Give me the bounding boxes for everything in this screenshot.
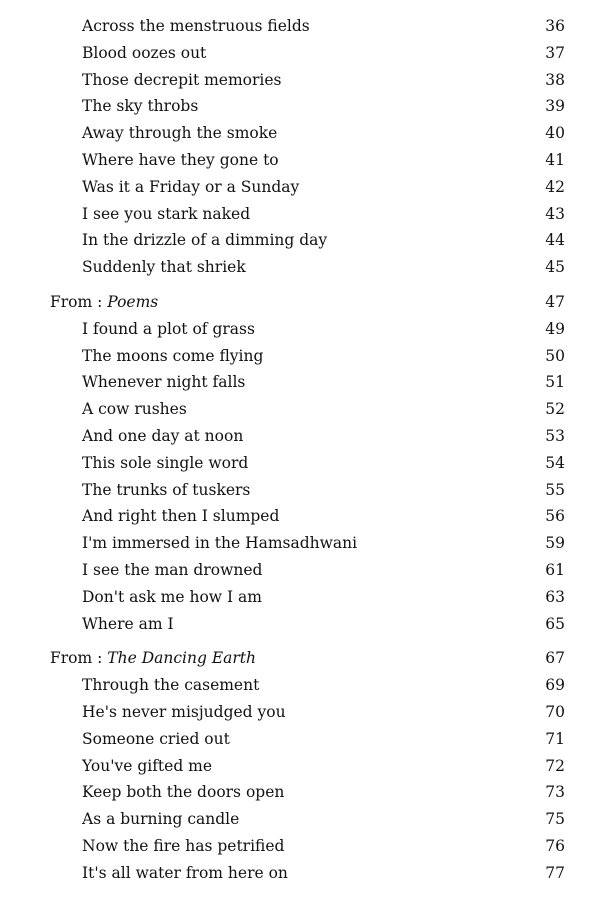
entry-page: 53 <box>545 426 565 445</box>
toc-entry <box>50 806 565 833</box>
entry-page: 59 <box>545 534 565 553</box>
toc-section-poems <box>50 289 565 637</box>
toc-section-continued <box>50 13 565 281</box>
entry-title: In the drizzle of a dimming day <box>82 231 328 250</box>
entry-page: 36 <box>545 17 565 35</box>
toc-entry <box>50 530 565 557</box>
entry-page: 55 <box>545 480 565 499</box>
entry-title: Through the casement <box>82 676 260 695</box>
entry-page: 49 <box>545 319 565 338</box>
section-heading-title <box>50 289 158 316</box>
entry-title: The sky throbs <box>82 97 199 116</box>
entry-page: 56 <box>545 507 565 526</box>
entry-page: 51 <box>545 373 565 392</box>
entry-title: Keep both the doors open <box>82 783 285 802</box>
toc-entry <box>50 67 565 94</box>
toc-entry <box>50 316 565 343</box>
entry-page: 45 <box>545 258 565 277</box>
entry-title: I see you stark naked <box>82 204 251 223</box>
toc-entry <box>50 93 565 120</box>
toc-entry <box>50 584 565 611</box>
toc-entry <box>50 13 565 40</box>
toc-entry <box>50 423 565 450</box>
entry-title: Blood oozes out <box>82 43 207 62</box>
heading-prefix: From : <box>50 649 108 668</box>
toc-entry <box>50 227 565 254</box>
toc-entry <box>50 120 565 147</box>
entry-page: 52 <box>545 400 565 419</box>
entry-title: As a burning candle <box>82 810 240 829</box>
entry-title: I'm immersed in the Hamsadhwani <box>82 534 358 553</box>
heading-prefix: From : <box>50 292 108 311</box>
toc-entry <box>50 779 565 806</box>
toc-entry <box>50 40 565 67</box>
entry-title: It's all water from here on <box>82 863 288 882</box>
toc-entry <box>50 477 565 504</box>
entry-page: 39 <box>545 97 565 116</box>
entry-title: Don't ask me how I am <box>82 587 262 606</box>
entry-page: 75 <box>545 810 565 829</box>
entry-page: 37 <box>545 43 565 62</box>
toc-entry <box>50 174 565 201</box>
toc-section-dancing-earth <box>50 645 565 886</box>
entry-title: Across the menstruous fields <box>82 17 310 35</box>
toc-entry <box>50 147 565 174</box>
toc-entry <box>50 369 565 396</box>
entry-page: 40 <box>545 124 565 143</box>
toc-entry <box>50 396 565 423</box>
entry-title: The moons come flying <box>82 346 264 365</box>
entry-page: 63 <box>545 587 565 606</box>
entry-title: This sole single word <box>82 453 249 472</box>
toc-entry <box>50 833 565 860</box>
entry-title: Was it a Friday or a Sunday <box>82 177 300 196</box>
entry-page: 43 <box>545 204 565 223</box>
entry-title: Away through the smoke <box>82 124 278 143</box>
section-heading-page: 47 <box>545 292 565 311</box>
toc-entry <box>50 201 565 228</box>
entry-page: 41 <box>545 150 565 169</box>
entry-title: The trunks of tuskers <box>82 480 251 499</box>
section-heading <box>50 289 565 316</box>
entry-page: 61 <box>545 560 565 579</box>
toc-entry <box>50 860 565 887</box>
toc-entry <box>50 726 565 753</box>
entry-page: 42 <box>545 177 565 196</box>
entry-title: A cow rushes <box>82 400 187 419</box>
entry-page: 44 <box>545 231 565 250</box>
entry-title: I found a plot of grass <box>82 319 255 338</box>
toc-entry <box>50 450 565 477</box>
section-heading <box>50 645 565 672</box>
toc-entry <box>50 699 565 726</box>
toc-entry <box>50 557 565 584</box>
entry-title: Someone cried out <box>82 729 230 748</box>
entry-page: 76 <box>545 836 565 855</box>
entry-title: And one day at noon <box>82 426 244 445</box>
entry-title: Those decrepit memories <box>82 70 282 89</box>
entry-title: He's never misjudged you <box>82 702 286 721</box>
entry-title: Whenever night falls <box>82 373 246 392</box>
entry-page: 77 <box>545 863 565 882</box>
entry-page: 50 <box>545 346 565 365</box>
entry-title: Now the fire has petrified <box>82 836 285 855</box>
entry-page: 65 <box>545 614 565 633</box>
table-of-contents <box>50 13 565 887</box>
entry-page: 71 <box>545 729 565 748</box>
entry-title: Where have they gone to <box>82 150 279 169</box>
entry-page: 54 <box>545 453 565 472</box>
entry-title: And right then I slumped <box>82 507 280 526</box>
entry-page: 73 <box>545 783 565 802</box>
toc-entry <box>50 753 565 780</box>
toc-entry <box>50 254 565 281</box>
entry-title: Where am I <box>82 614 174 633</box>
toc-entry <box>50 672 565 699</box>
toc-entry <box>50 503 565 530</box>
collection-name: The Dancing Earth <box>107 649 256 668</box>
entry-page: 38 <box>545 70 565 89</box>
section-heading-page: 67 <box>545 649 565 668</box>
entry-title: You've gifted me <box>82 756 213 775</box>
toc-entry <box>50 343 565 370</box>
collection-name: Poems <box>107 292 159 311</box>
toc-entry <box>50 611 565 638</box>
entry-page: 69 <box>545 676 565 695</box>
entry-page: 70 <box>545 702 565 721</box>
section-heading-title <box>50 645 256 672</box>
entry-title: I see the man drowned <box>82 560 263 579</box>
entry-title: Suddenly that shriek <box>82 258 246 277</box>
entry-page: 72 <box>545 756 565 775</box>
